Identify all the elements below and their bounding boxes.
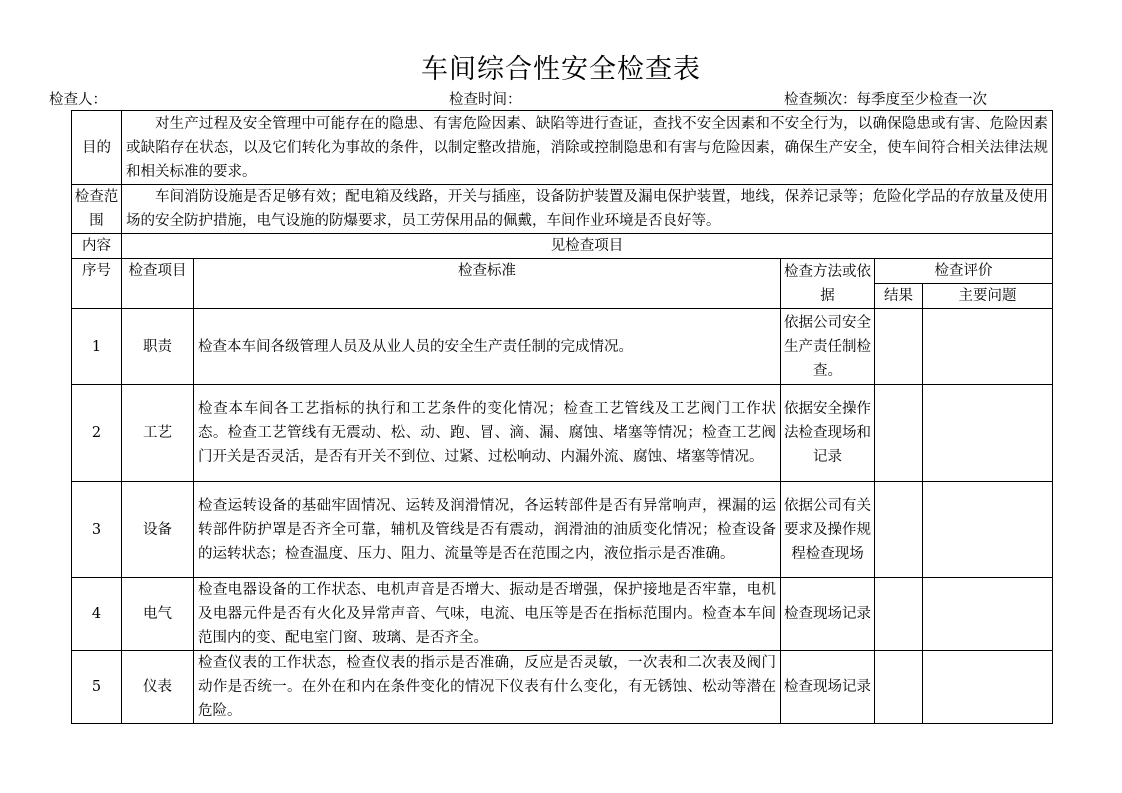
row-result xyxy=(875,309,923,385)
header-seq: 序号 xyxy=(72,259,122,309)
row-seq: 2 xyxy=(72,385,122,482)
row-seq: 5 xyxy=(72,651,122,724)
page-title: 车间综合性安全检查表 xyxy=(421,54,701,85)
inspection-time-label: 检查时间： xyxy=(449,92,522,108)
inspection-table xyxy=(71,110,1053,724)
row-issues xyxy=(923,309,1053,385)
row-method: 检查现场记录 xyxy=(781,651,875,724)
purpose-text: 对生产过程及安全管理中可能存在的隐患、有害危险因素、缺陷等进行查证，查找不安全因素和不安全行为，以确保隐患或有害、危险因素或缺陷存在状态，以及它们转化为事故的条件，以制定整改措施，消除或控制隐患和有害与危险因素，确保生产安全，使车间符合相关法律法规和相关标准的要求。 xyxy=(122,111,1053,185)
table-row xyxy=(72,651,1053,724)
row-standard: 检查电器设备的工作状态、电机声音是否增大、振动是否增强，保护接地是否牢靠，电机及电器元件是否有火化及异常声音、气味，电流、电压等是否在指标范围内。检查本车间范围内的变、配电室门窗、玻璃、是否齐全。 xyxy=(194,578,781,651)
table-row xyxy=(72,578,1053,651)
row-item: 职责 xyxy=(122,309,194,385)
row-issues xyxy=(923,578,1053,651)
header-evaluation: 检查评价 xyxy=(875,259,1053,284)
header-result: 结果 xyxy=(875,284,923,309)
content-text: 见检查项目 xyxy=(122,234,1053,259)
row-standard: 检查运转设备的基础牢固情况、运转及润滑情况，各运转部件是否有异常响声，裸漏的运转部件防护罩是否齐全可靠，辅机及管线是否有震动，润滑油的油质变化情况；检查设备的运转状态；检查温度、压力、阻力、流量等是否在范围之内，液位指示是否准确。 xyxy=(194,482,781,578)
row-issues xyxy=(923,482,1053,578)
row-method: 依据安全操作法检查现场和记录 xyxy=(781,385,875,482)
row-method: 检查现场记录 xyxy=(781,578,875,651)
purpose-row xyxy=(72,111,1053,185)
table-row xyxy=(72,309,1053,385)
header-method: 检查方法或依据 xyxy=(781,259,875,309)
table-row xyxy=(72,385,1053,482)
content-row xyxy=(72,234,1053,259)
row-result xyxy=(875,385,923,482)
inspection-frequency-label: 检查频次：每季度至少检查一次 xyxy=(784,92,987,108)
row-result xyxy=(875,578,923,651)
content-label: 内容 xyxy=(72,234,122,259)
row-item: 仪表 xyxy=(122,651,194,724)
header-row xyxy=(72,259,1053,284)
table-row xyxy=(72,482,1053,578)
row-item: 工艺 xyxy=(122,385,194,482)
scope-row xyxy=(72,185,1053,234)
row-issues xyxy=(923,651,1053,724)
inspector-label: 检查人： xyxy=(49,92,107,108)
row-standard: 检查仪表的工作状态，检查仪表的指示是否准确，反应是否灵敏，一次表和二次表及阀门动作是否统一。在外在和内在条件变化的情况下仪表有什么变化，有无锈蚀、松动等潜在危险。 xyxy=(194,651,781,724)
row-item: 设备 xyxy=(122,482,194,578)
row-seq: 4 xyxy=(72,578,122,651)
row-seq: 1 xyxy=(72,309,122,385)
scope-label: 检查范围 xyxy=(72,185,122,234)
scope-text: 车间消防设施是否足够有效；配电箱及线路，开关与插座，设备防护装置及漏电保护装置，地线，保养记录等；危险化学品的存放量及使用场的安全防护措施，电气设施的防爆要求，员工劳保用品的佩戴，车间作业环境是否良好等。 xyxy=(122,185,1053,234)
row-issues xyxy=(923,385,1053,482)
row-method: 依据公司有关要求及操作规程检查现场 xyxy=(781,482,875,578)
header-issues: 主要问题 xyxy=(923,284,1053,309)
row-standard: 检查本车间各工艺指标的执行和工艺条件的变化情况；检查工艺管线及工艺阀门工作状态。检查工艺管线有无震动、松、动、跑、冒、滴、漏、腐蚀、堵塞等情况；检查工艺阀门开关是否灵活，是否有开关不到位、过紧、过松响动、内漏外流、腐蚀、堵塞等情况。 xyxy=(194,385,781,482)
purpose-label: 目的 xyxy=(72,111,122,185)
row-method: 依据公司安全生产责任制检查。 xyxy=(781,309,875,385)
row-standard: 检查本车间各级管理人员及从业人员的安全生产责任制的完成情况。 xyxy=(194,309,781,385)
row-result xyxy=(875,482,923,578)
header-standard: 检查标准 xyxy=(194,259,781,309)
header-item: 检查项目 xyxy=(122,259,194,309)
row-item: 电气 xyxy=(122,578,194,651)
row-result xyxy=(875,651,923,724)
row-seq: 3 xyxy=(72,482,122,578)
